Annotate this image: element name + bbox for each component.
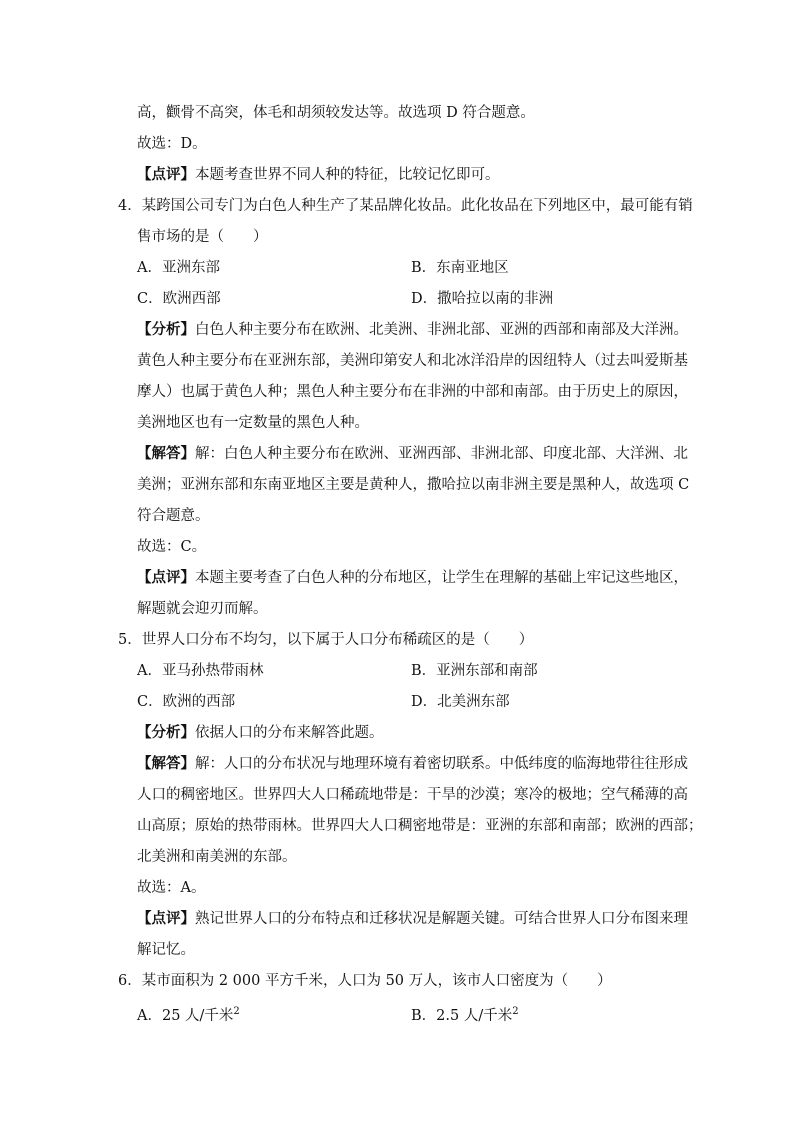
comment-tag: 【点评】: [137, 166, 195, 183]
analysis-line: 【分析】依据人口的分布来解答此题。: [137, 724, 384, 741]
solution-line: 人口的稠密地区。世界四大人口稀疏地带是：干旱的沙漠；寒冷的极地；空气稀薄的高: [137, 787, 688, 803]
option-c: C．欧洲西部: [137, 291, 221, 307]
comment-tag: 【点评】: [137, 910, 195, 927]
superscript: 2: [233, 1006, 240, 1017]
comment-line: 解题就会迎刃而解。: [137, 601, 268, 617]
solution-tag: 【解答】: [137, 445, 195, 462]
comment-line: 【点评】熟记世界人口的分布特点和迁移状况是解题关键。可结合世界人口分布图来理: [137, 910, 688, 927]
continued-explanation: 高，颧骨不高突，体毛和胡须较发达等。故选项 D 符合题意。: [137, 105, 535, 121]
analysis-line: 黄色人种主要分布在亚洲东部，美洲印第安人和北冰洋沿岸的因纽特人（过去叫爱斯基: [137, 353, 688, 369]
option-d: D．撒哈拉以南的非洲: [411, 291, 554, 307]
question-6-stem: 6．某市面积为 2 000 平方千米，人口为 50 万人，该市人口密度为（ ）: [118, 973, 612, 989]
option-a: A．亚洲东部: [137, 260, 220, 276]
analysis-tag: 【分析】: [137, 321, 195, 338]
solution-line: 【解答】解：白色人种主要分布在欧洲、亚洲西部、非洲北部、印度北部、大洋洲、北: [137, 445, 688, 462]
solution-line: 美洲；亚洲东部和东南亚地区主要是黄种人，撒哈拉以南非洲主要是黑种人，故选项 C: [137, 477, 690, 493]
option-b: B．亚洲东部和南部: [411, 663, 538, 679]
question-4-stem-cont: 售市场的是（ ）: [137, 229, 268, 245]
comment-line: 【点评】本题主要考查了白色人种的分布地区，让学生在理解的基础上牢记这些地区，: [137, 569, 688, 586]
question-5-stem: 5．世界人口分布不均匀，以下属于人口分布稀疏区的是（ ）: [118, 632, 534, 648]
analysis-line: 摩人）也属于黄色人种；黑色人种主要分布在非洲的中部和南部。由于历史上的原因，: [137, 384, 688, 400]
question-4-stem: 4．某跨国公司专门为白色人种生产了某品牌化妆品。此化妆品在下列地区中，最可能有销: [118, 198, 693, 214]
option-a: A．亚马孙热带雨林: [137, 663, 264, 679]
comment-text: 本题考查世界不同人种的特征，比较记忆即可。: [195, 167, 500, 183]
solution-line: 北美洲和南美洲的东部。: [137, 849, 297, 865]
option-b: B．东南亚地区: [411, 260, 509, 276]
option-a: A．25 人/千米$^2$: [137, 1006, 240, 1024]
solution-line: 【解答】解：人口的分布状况与地理环境有着密切联系。中低纬度的临海地带往往形成: [137, 755, 688, 772]
option-b: B．2.5 人/千米$^2$: [411, 1006, 519, 1024]
comment-tag: 【点评】: [137, 569, 195, 586]
question-number: 6．: [118, 973, 142, 989]
question-number: 4．: [118, 198, 142, 214]
superscript: 2: [512, 1006, 519, 1017]
question-number: 5．: [118, 632, 142, 648]
answer-line: 故选：C。: [137, 539, 207, 555]
comment-line: 解记忆。: [137, 942, 195, 958]
answer-line: 故选：A。: [137, 880, 206, 896]
answer-line: 故选：D。: [137, 136, 207, 152]
comment-line: [137, 165, 500, 185]
option-c: C．欧洲的西部: [137, 694, 236, 710]
analysis-line: 【分析】白色人种主要分布在欧洲、北美洲、非洲北部、亚洲的西部和南部及大洋洲。: [137, 321, 688, 338]
solution-tag: 【解答】: [137, 755, 195, 772]
analysis-tag: 【分析】: [137, 724, 195, 741]
option-d: D．北美洲东部: [411, 694, 510, 710]
analysis-line: 美洲地区也有一定数量的黑色人种。: [137, 415, 369, 431]
solution-line: 符合题意。: [137, 508, 210, 524]
solution-line: 山高原；原始的热带雨林。世界四大人口稠密地带是：亚洲的东部和南部；欧洲的西部；: [137, 818, 703, 834]
